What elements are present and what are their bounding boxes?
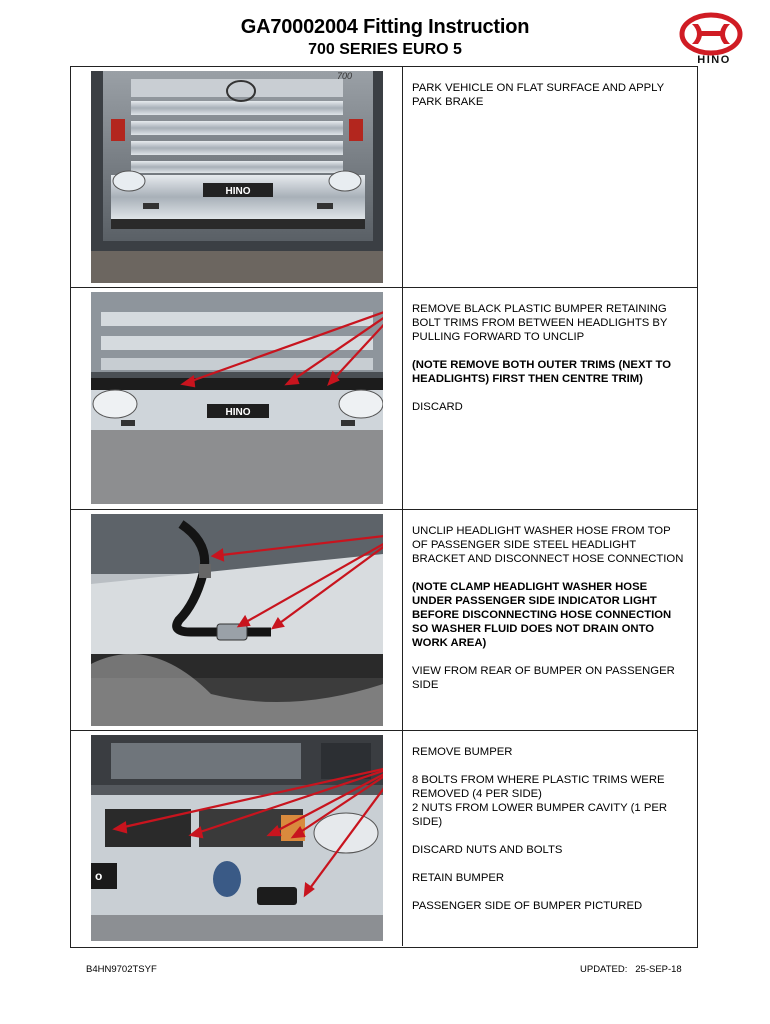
step-4-paragraph-2: 8 BOLTS FROM WHERE PLASTIC TRIMS WERE REMOVED (4 PER SIDE) 2 NUTS FROM LOWER BUMPER CAVITY (1 PER SIDE) [412, 774, 668, 828]
step-2-text [412, 302, 689, 428]
step-1-text [412, 81, 689, 123]
svg-text:o: o [95, 869, 103, 883]
step-3-text [412, 524, 689, 706]
step-3-paragraph-2: (NOTE CLAMP HEADLIGHT WASHER HOSE UNDER PASSENGER SIDE INDICATOR LIGHT BEFORE DISCONNECTING HOSE CONNECTION SO WASHER FLUID DOES NOT DRAIN ONTO WORK AREA) [412, 581, 672, 649]
truck-badge-text: HINO [225, 186, 251, 197]
step-4-paragraph-1: REMOVE BUMPER [412, 746, 513, 758]
step-row-2 [71, 287, 697, 509]
step-4-paragraph-3: DISCARD NUTS AND BOLTS [412, 844, 563, 856]
step-4-paragraph-5: PASSENGER SIDE OF BUMPER PICTURED [412, 900, 643, 912]
step-4-paragraph-4: RETAIN BUMPER [412, 872, 505, 884]
bumper-removal-photo [91, 735, 383, 941]
step-4-text [412, 745, 689, 927]
step-3-paragraph-1: UNCLIP HEADLIGHT WASHER HOSE FROM TOP OF PASSENGER SIDE STEEL HEADLIGHT BRACKET AND DISCONNECT HOSE CONNECTION [412, 525, 684, 565]
step-2-photo-cell [71, 288, 403, 509]
step-3-photo-cell [71, 510, 403, 730]
truck-badge-text-2: HINO [225, 407, 251, 418]
step-1-photo-cell [71, 67, 403, 287]
step-row-1 [71, 67, 697, 287]
document-code: B4HN9702TSYF [86, 964, 157, 975]
truck-front-photo [91, 71, 383, 283]
step-4-photo-cell [71, 731, 403, 946]
step-row-3 [71, 509, 697, 730]
step-row-4 [71, 730, 697, 946]
step-3-paragraph-3: VIEW FROM REAR OF BUMPER ON PASSENGER SIDE [412, 665, 675, 691]
model-badge-text: 700 [337, 71, 353, 81]
logo-wordmark: HINO [697, 54, 731, 66]
washer-hose-photo [91, 514, 383, 726]
instruction-table [70, 66, 698, 948]
step-2-paragraph-3: DISCARD [412, 401, 463, 413]
step-2-paragraph-1: REMOVE BLACK PLASTIC BUMPER RETAINING BOLT TRIMS FROM BETWEEN HEADLIGHTS BY PULLING FORWARD TO UNCLIP [412, 303, 668, 343]
page-title: GA70002004 Fitting Instruction [240, 16, 530, 38]
page-subtitle: 700 SERIES EURO 5 [308, 41, 462, 58]
updated-date: UPDATED: 25-SEP-18 [580, 964, 682, 975]
bumper-trims-photo [91, 292, 383, 504]
step-2-paragraph-2: (NOTE REMOVE BOTH OUTER TRIMS (NEXT TO HEADLIGHTS) FIRST THEN CENTRE TRIM) [412, 359, 671, 385]
step-1-paragraph-1: PARK VEHICLE ON FLAT SURFACE AND APPLY PARK BRAKE [412, 82, 664, 108]
